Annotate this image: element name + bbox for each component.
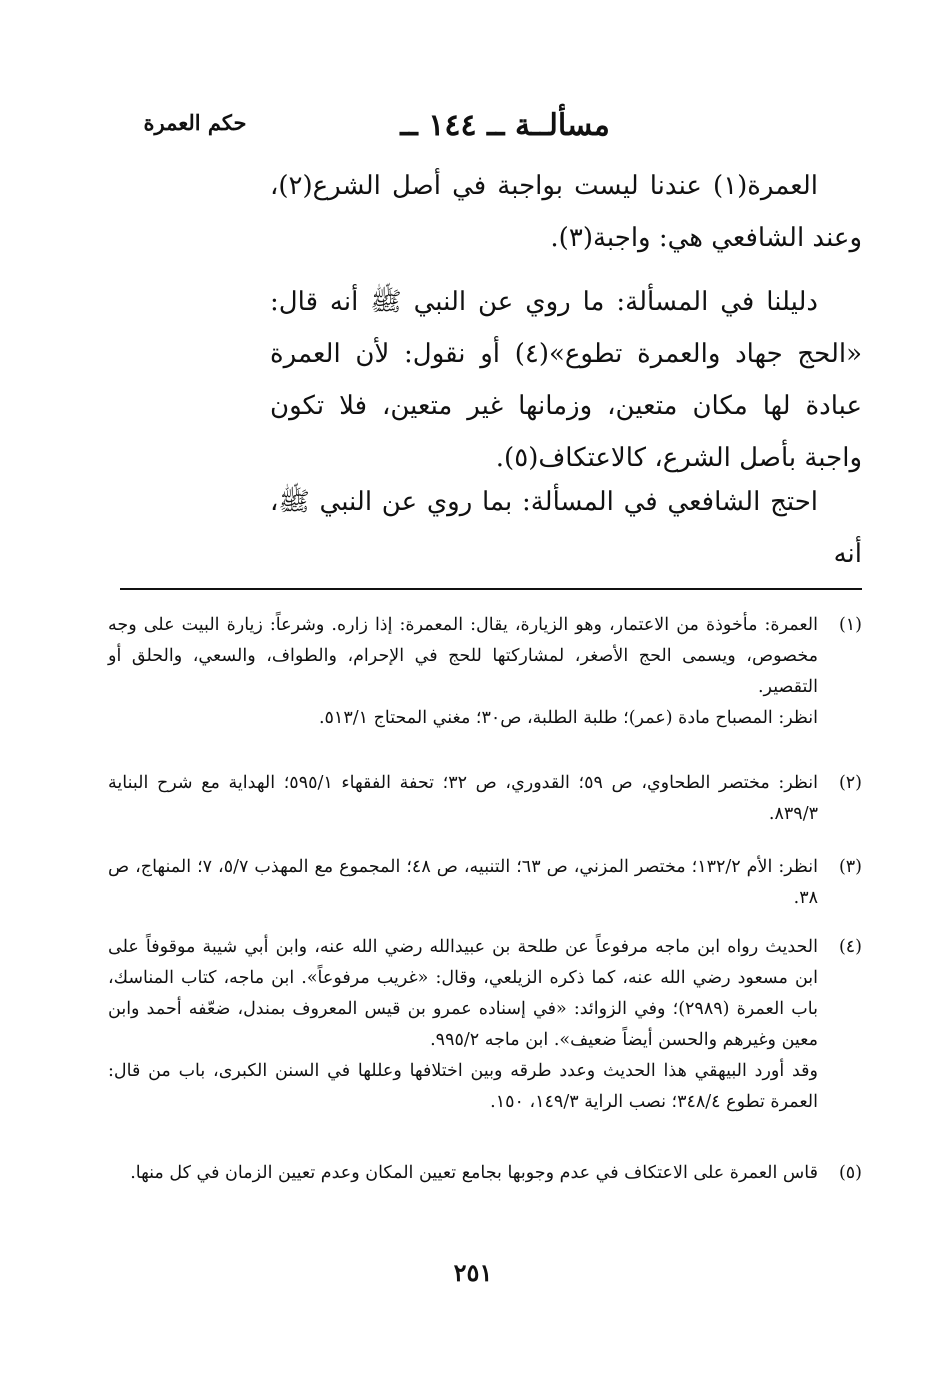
footnote-1	[108, 610, 862, 734]
footnote-number: (١)	[838, 615, 862, 635]
page-number: ٢٥١	[453, 1258, 493, 1287]
paragraph-text: احتج الشافعي في المسألة: بما روي عن النبي ﷺ، أنه	[270, 487, 862, 569]
footnote-body	[108, 1158, 818, 1189]
footnote-divider	[120, 588, 862, 590]
main-paragraph-2	[270, 276, 862, 484]
footnote-5	[108, 1158, 862, 1189]
margin-topic-note: حكم العمرة	[143, 110, 247, 135]
footnote-text: قاس العمرة على الاعتكاف في عدم وجوبها بجامع تعيين المكان وعدم تعيين الزمان في كل منها.	[130, 1163, 818, 1183]
paragraph-text: العمرة(١) عندنا ليست بواجبة في أصل الشرع(٢)، وعند الشافعي هي: واجبة(٣).	[270, 171, 862, 253]
issue-title: مسألــة ــ ١٤٤ ــ	[400, 108, 610, 143]
footnote-reference: انظر: المصباح مادة (عمر)؛ طلبة الطلبة، ص٣٠؛ مغني المحتاج ٥١٣/١.	[318, 708, 818, 728]
footnote-4	[108, 932, 862, 1118]
footnote-text: انظر: الأم ١٣٢/٢؛ مختصر المزني، ص ٦٣؛ التنبيه، ص ٤٨؛ المجموع مع المهذب ٥/٧، ٧؛ المنهاج، ص ٣٨.	[108, 857, 819, 908]
footnote-number: (٤)	[838, 937, 862, 957]
footnote-body	[108, 610, 818, 734]
main-paragraph-3	[270, 476, 862, 580]
footnote-number: (٣)	[838, 857, 862, 877]
footnote-3	[108, 852, 862, 914]
footnote-2	[108, 768, 862, 830]
footnote-text: العمرة: مأخوذة من الاعتمار، وهو الزيارة، يقال: المعمرة: إذا زاره. وشرعاً: زيارة البيت على وجه مخصوص، ويسمى الحج الأصغر، لمشاركتها للحج في الإحرام، والطواف، والسعي، والحلق أو التقصير.	[108, 615, 818, 697]
footnote-text: الحديث رواه ابن ماجه مرفوعاً عن طلحة بن عبيدالله رضي الله عنه، وابن أبي شيبة موقوفاً على ابن مسعود رضي الله عنه، كما ذكره الزيلعي، وقال: «غريب مرفوعاً». ابن ماجه، كتاب المناسك، باب العمرة (٢٩٨٩)؛ وفي الزوائد: «في إسناده عمرو بن قيس المعروف بمندل، ضعّفه أحمد وابن معين وغيرهم والحسن أيضاً ضعيف». ابن ماجه ٩٩٥/٢.	[108, 937, 818, 1050]
footnote-text: انظر: مختصر الطحاوي، ص ٥٩؛ القدوري، ص ٣٢؛ تحفة الفقهاء ٥٩٥/١؛ الهداية مع شرح البناية ٨٣٩/٣.	[108, 773, 818, 824]
main-paragraph-1	[270, 160, 862, 264]
paragraph-text: دليلنا في المسألة: ما روي عن النبي ﷺ أنه قال: «الحج جهاد والعمرة تطوع»(٤) أو نقول: لأن العمرة عبادة لها مكان متعين، وزمانها غير متعين، فلا تكون واجبة بأصل الشرع، كالاعتكاف(٥).	[270, 287, 862, 473]
footnote-text: وقد أورد البيهقي هذا الحديث وعدد طرقه وبين اختلافها وعللها في السنن الكبرى، باب من قال: العمرة تطوع ٣٤٨/٤؛ نصب الراية ١٤٩/٣، ١٥٠.	[108, 1061, 818, 1112]
footnote-body	[108, 932, 818, 1118]
footnote-body	[108, 768, 818, 830]
footnote-number: (٥)	[838, 1163, 862, 1183]
footnote-number: (٢)	[838, 773, 862, 793]
footnote-body	[108, 852, 818, 914]
